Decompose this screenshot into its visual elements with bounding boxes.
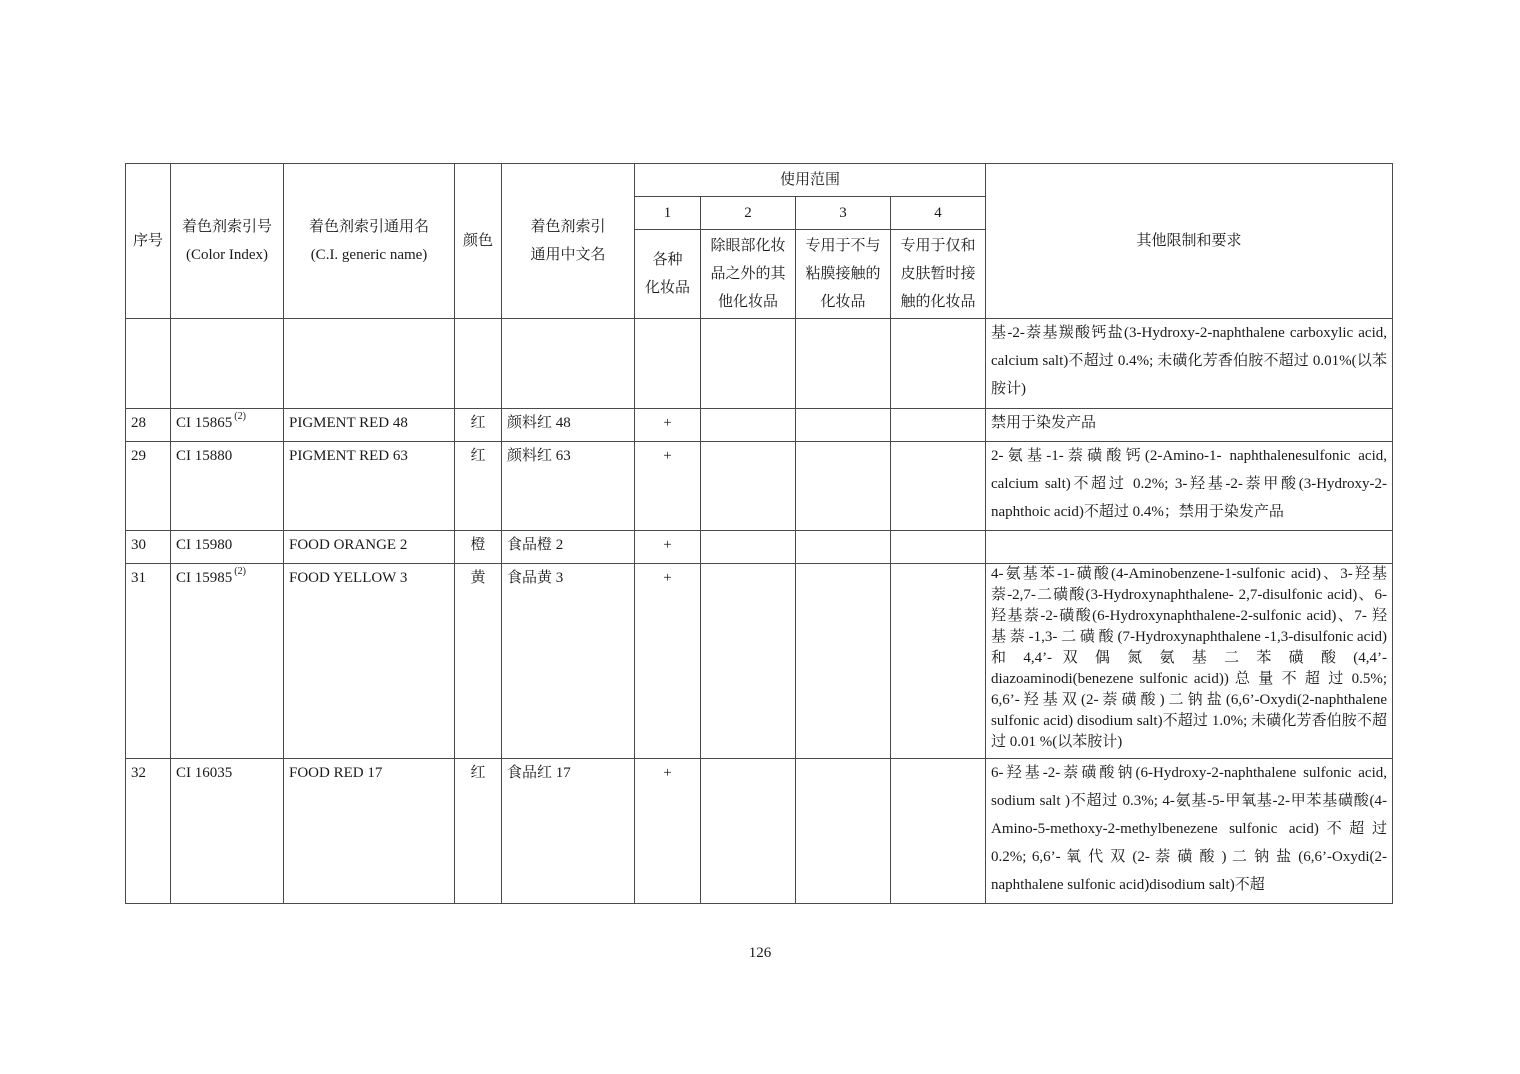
table-row-continuation — [126, 319, 1393, 409]
cell-scope-1: + — [635, 442, 701, 531]
cell-empty — [455, 319, 502, 409]
cell-note: 4-氨基苯-1-磺酸(4-Aminobenzene-1-sulfonic acid)、3-羟基萘-2,7-二磺酸(3-Hydroxynaphthalene- 2,7-disulfonic acid)、6-羟基萘-2-磺酸(6-Hydroxynaphthalene-2-sulfonic acid)、7- 羟 基 萘 -1,3- 二 磺 酸 (7-Hydroxynaphthalene -1,3-disulfonic acid) 和 4,4’- 双 偶 氮 氨 基 二 苯 磺 酸 (4,4’-diazoaminodi(benezene sulfonic acid)) 总 量 不 超 过 0.5%; 6,6’- 羟 基 双 (2- 萘 磺 酸 ) 二 钠 盐 (6,6’-Oxydi(2-naphthalene sulfonic acid) disodium salt)不超过 1.0%; 未磺化芳香伯胺不超过 0.01 %(以苯胺计) — [986, 564, 1393, 759]
header-generic-name — [284, 164, 455, 319]
cell-color-index — [171, 409, 284, 442]
scope-desc-line: 粘膜接触的 — [805, 266, 881, 282]
cell-color: 橙 — [455, 531, 502, 564]
cell-scope-2 — [701, 564, 796, 759]
cell-scope-4 — [891, 759, 986, 904]
cell-chinese-name: 颜料红 48 — [502, 409, 635, 442]
cell-empty — [891, 319, 986, 409]
cell-empty — [171, 319, 284, 409]
scope-desc-line: 化妆品 — [820, 294, 866, 310]
cell-scope-3 — [796, 564, 891, 759]
header-generic-name-zh: 着色剂索引通用名 — [308, 219, 429, 235]
cell-color-index — [171, 564, 284, 759]
cell-scope-1: + — [635, 564, 701, 759]
cell-scope-3 — [796, 442, 891, 531]
cell-scope-1: + — [635, 759, 701, 904]
cell-seq: 30 — [126, 531, 171, 564]
color-index-text: CI 15880 — [176, 448, 233, 464]
cell-generic-name: PIGMENT RED 63 — [284, 442, 455, 531]
cell-seq: 29 — [126, 442, 171, 531]
table-row — [126, 409, 1393, 442]
cell-empty — [284, 319, 455, 409]
scope-desc-line: 除眼部化妆 — [710, 238, 786, 254]
cell-generic-name: FOOD RED 17 — [284, 759, 455, 904]
header-color-index-zh: 着色剂索引号 — [181, 219, 272, 235]
cell-generic-name: FOOD ORANGE 2 — [284, 531, 455, 564]
cell-chinese-name: 食品红 17 — [502, 759, 635, 904]
cell-scope-3 — [796, 759, 891, 904]
color-index-text: CI 16035 — [176, 765, 233, 781]
header-chinese-name-line2: 通用中文名 — [530, 247, 606, 263]
cell-note — [986, 531, 1393, 564]
page-number: 126 — [748, 945, 772, 961]
cell-scope-2 — [701, 442, 796, 531]
header-scope-num-2: 2 — [701, 197, 796, 230]
cell-seq: 32 — [126, 759, 171, 904]
cell-color-index — [171, 759, 284, 904]
cell-color: 红 — [455, 759, 502, 904]
cell-scope-1: + — [635, 409, 701, 442]
footnote-marker: (2) — [234, 566, 246, 577]
scope-desc-line: 专用于仅和 — [900, 238, 976, 254]
scope-desc-line: 品之外的其 — [710, 266, 786, 282]
cell-color: 红 — [455, 442, 502, 531]
scope-desc-line: 触的化妆品 — [900, 294, 976, 310]
header-seq: 序号 — [126, 164, 171, 319]
cell-empty — [796, 319, 891, 409]
cell-scope-1: + — [635, 531, 701, 564]
cell-scope-2 — [701, 531, 796, 564]
cell-scope-4 — [891, 564, 986, 759]
header-other-requirements: 其他限制和要求 — [986, 164, 1393, 319]
cell-scope-3 — [796, 409, 891, 442]
scope-desc-line: 化妆品 — [644, 280, 690, 296]
header-chinese-name — [502, 164, 635, 319]
cell-generic-name: FOOD YELLOW 3 — [284, 564, 455, 759]
scope-desc-line: 各种 — [652, 252, 683, 268]
cell-seq: 31 — [126, 564, 171, 759]
scope-desc-line: 皮肤暂时接 — [900, 266, 976, 282]
cell-scope-2 — [701, 409, 796, 442]
cell-chinese-name: 食品橙 2 — [502, 531, 635, 564]
cell-color-index — [171, 531, 284, 564]
header-scope-desc-2 — [701, 230, 796, 319]
header-color-index — [171, 164, 284, 319]
color-index-text: CI 15865 — [176, 415, 233, 431]
header-color: 颜色 — [455, 164, 502, 319]
color-index-text: CI 15980 — [176, 537, 233, 553]
header-chinese-name-line1: 着色剂索引 — [530, 219, 606, 235]
header-color-index-en: (Color Index) — [185, 247, 269, 263]
table-row — [126, 531, 1393, 564]
cell-chinese-name: 颜料红 63 — [502, 442, 635, 531]
cell-note-continuation: 基-2-萘基羰酸钙盐(3-Hydroxy-2-naphthalene carboxylic acid, calcium salt)不超过 0.4%; 未磺化芳香伯胺不超过 0.01%(以苯胺计) — [986, 319, 1393, 409]
cell-empty — [126, 319, 171, 409]
cell-scope-4 — [891, 531, 986, 564]
cell-note: 6-羟基-2-萘磺酸钠(6-Hydroxy-2-naphthalene sulfonic acid, sodium salt )不超过 0.3%; 4-氨基-5-甲氧基-2-甲苯基磺酸(4-Amino-5-methoxy-2-methylbenezene sulfonic acid)不超过 0.2%; 6,6’- 氧 代 双 (2- 萘 磺 酸 ) 二 钠 盐 (6,6’-Oxydi(2-naphthalene sulfonic acid)disodium salt)不超 — [986, 759, 1393, 904]
scope-desc-line: 专用于不与 — [805, 238, 881, 254]
cell-note: 禁用于染发产品 — [986, 409, 1393, 442]
colorant-table — [125, 163, 1393, 904]
header-scope-desc-1 — [635, 230, 701, 319]
cell-scope-2 — [701, 759, 796, 904]
cell-scope-3 — [796, 531, 891, 564]
cell-note: 2-氨基-1-萘磺酸钙(2-Amino-1- naphthalenesulfonic acid, calcium salt)不超过 0.2%; 3-羟基-2-萘甲酸(3-Hydroxy-2-naphthoic acid)不超过 0.4%；禁用于染发产品 — [986, 442, 1393, 531]
color-index-text: CI 15985 — [176, 570, 233, 586]
cell-chinese-name: 食品黄 3 — [502, 564, 635, 759]
cell-empty — [502, 319, 635, 409]
header-scope-num-4: 4 — [891, 197, 986, 230]
footnote-marker: (2) — [234, 411, 246, 422]
scope-desc-line: 他化妆品 — [717, 294, 778, 310]
header-scope-desc-3 — [796, 230, 891, 319]
cell-scope-4 — [891, 409, 986, 442]
cell-empty — [635, 319, 701, 409]
header-scope-num-1: 1 — [635, 197, 701, 230]
cell-empty — [701, 319, 796, 409]
cell-color: 黄 — [455, 564, 502, 759]
cell-generic-name: PIGMENT RED 48 — [284, 409, 455, 442]
table-row — [126, 564, 1393, 759]
cell-color-index — [171, 442, 284, 531]
header-generic-name-en: (C.I. generic name) — [310, 247, 428, 263]
cell-scope-4 — [891, 442, 986, 531]
cell-color: 红 — [455, 409, 502, 442]
table-row — [126, 442, 1393, 531]
table-row — [126, 759, 1393, 904]
header-scope-num-3: 3 — [796, 197, 891, 230]
header-usage-scope: 使用范围 — [635, 164, 986, 197]
cell-seq: 28 — [126, 409, 171, 442]
header-scope-desc-4 — [891, 230, 986, 319]
